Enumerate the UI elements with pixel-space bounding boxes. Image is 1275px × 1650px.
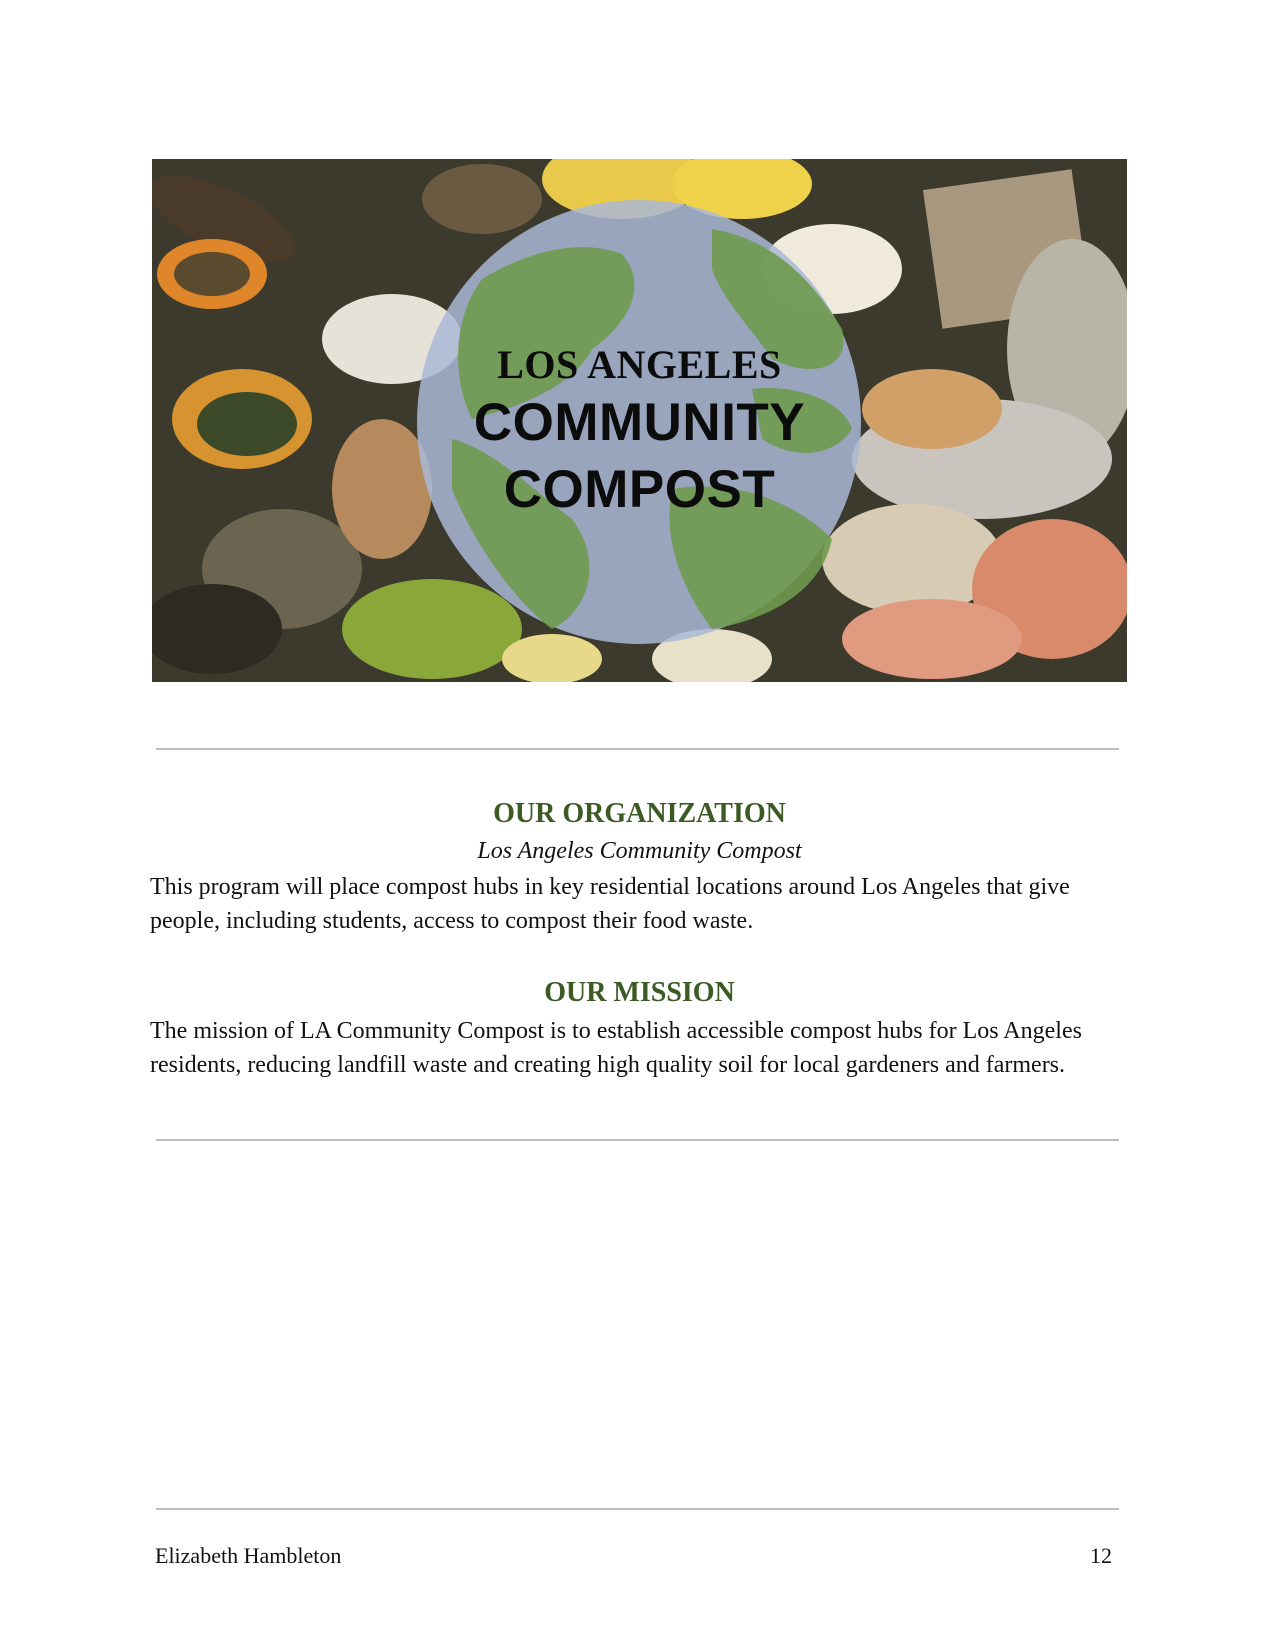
logo-title-line3: COMPOST [503,460,776,519]
divider-middle [156,1139,1119,1141]
footer-author: Elizabeth Hambleton [155,1543,342,1568]
compost-banner-image [152,159,1127,682]
divider-top [156,748,1119,750]
mission-heading: OUR MISSION [544,977,735,1008]
organization-heading: OUR ORGANIZATION [493,798,786,829]
organization-body: This program will place compost hubs in key residential locations around Los Angeles that give people, including students, access to compost their food waste. [150,874,1070,934]
logo-title-line2: COMMUNITY [473,393,806,452]
footer-page-number: 12 [1090,1543,1112,1568]
organization-subtitle: Los Angeles Community Compost [477,838,802,864]
mission-body: The mission of LA Community Compost is to establish accessible compost hubs for Los Angeles residents, reducing landfill waste and creating high quality soil for local gardeners and farmers. [150,1018,1082,1078]
logo-title-line1: LOS ANGELES [497,342,782,387]
divider-footer [156,1508,1119,1510]
